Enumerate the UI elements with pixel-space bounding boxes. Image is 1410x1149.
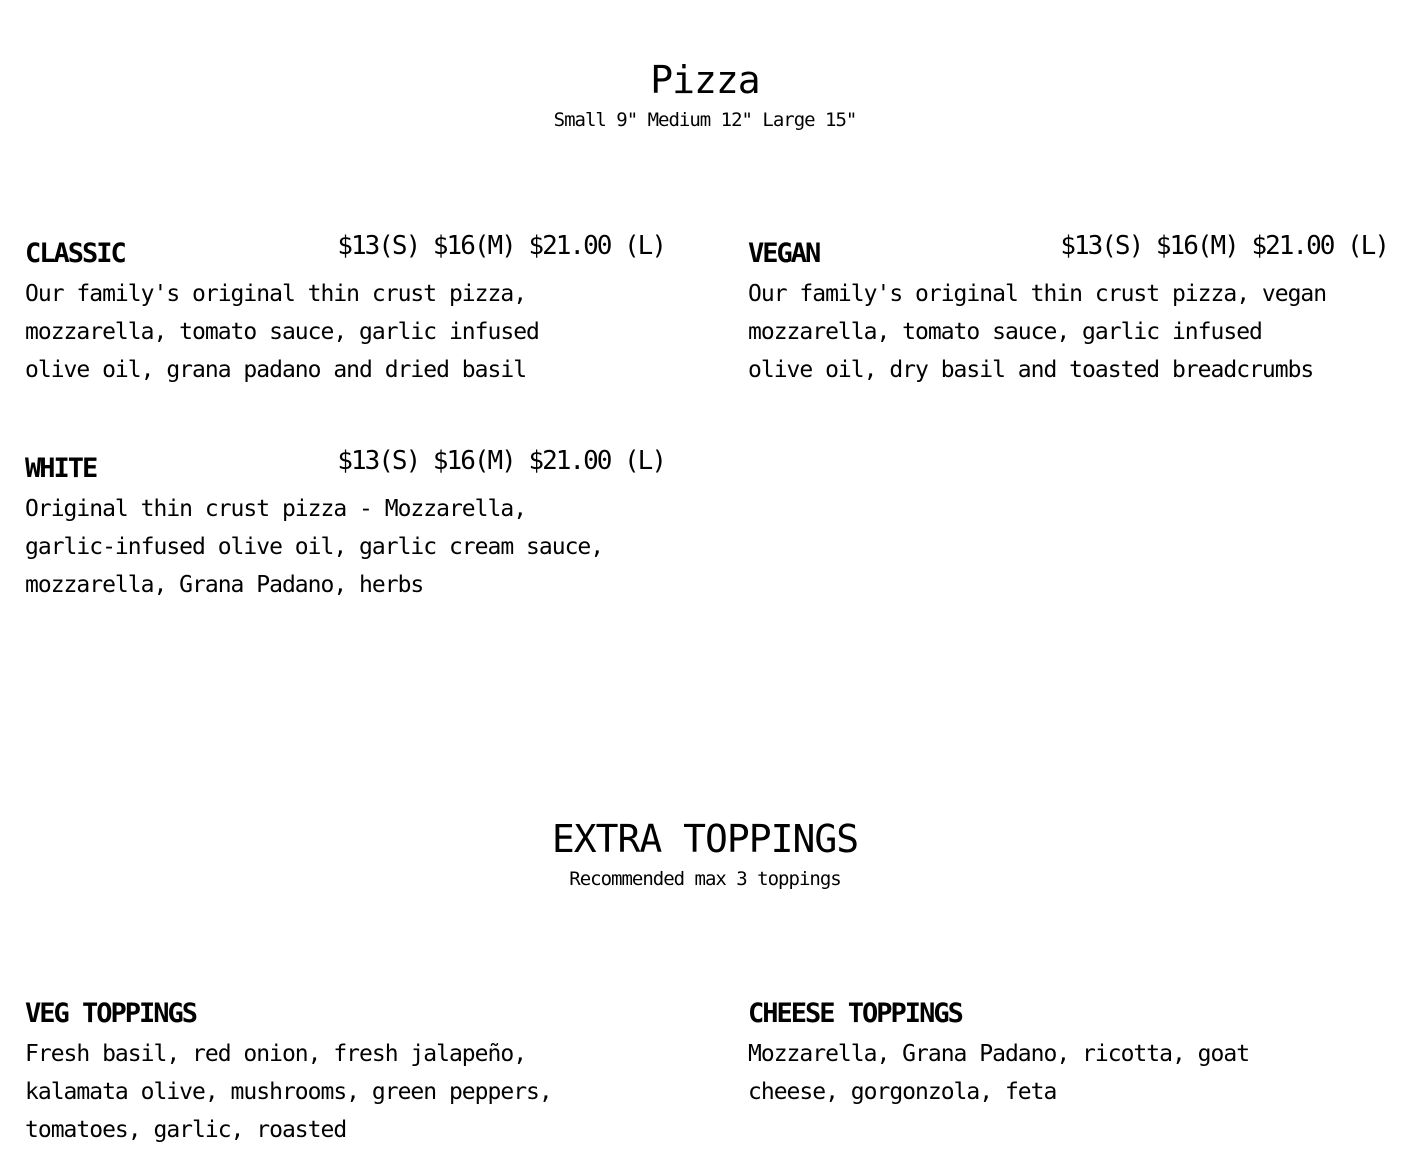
menu-item-price: $13(S) $16(M) $21.00 (L): [1060, 231, 1388, 261]
menu-item-white: [25, 445, 665, 604]
toppings-section-header: [0, 817, 1410, 891]
topping-group-name: VEG TOPPINGS: [25, 998, 197, 1029]
topping-group-header: [748, 990, 1388, 1030]
pizza-section-header: [0, 58, 1410, 132]
menu-item-name: CLASSIC: [25, 238, 125, 269]
topping-group-cheese: [748, 990, 1388, 1111]
topping-group-header: [25, 990, 665, 1030]
toppings-subtitle: Recommended max 3 toppings: [569, 868, 841, 890]
topping-group-description: Mozzarella, Grana Padano, ricotta, goat cheese, gorgonzola, feta: [748, 1041, 1250, 1105]
menu-item-name: WHITE: [25, 453, 97, 484]
pizza-section-title: Pizza: [650, 58, 760, 102]
menu-item-classic: [25, 230, 665, 389]
menu-item-description: Our family's original thin crust pizza, vegan mozzarella, tomato sauce, garlic infused olive oil, dry basil and toasted breadcrumbs: [748, 281, 1327, 383]
menu-item-name: VEGAN: [748, 238, 820, 269]
topping-group-name: CHEESE TOPPINGS: [748, 998, 962, 1029]
toppings-section-title: EXTRA TOPPINGS: [551, 817, 859, 861]
topping-group-veg: [25, 990, 665, 1149]
pizza-sizes-note: Small 9" Medium 12" Large 15": [553, 109, 857, 131]
menu-item-price: $13(S) $16(M) $21.00 (L): [337, 446, 665, 476]
menu-item-vegan: [748, 230, 1388, 389]
menu-item-header: [25, 230, 665, 270]
menu-item-header: [748, 230, 1388, 270]
menu-item-header: [25, 445, 665, 485]
menu-item-price: $13(S) $16(M) $21.00 (L): [337, 231, 665, 261]
topping-group-description: Fresh basil, red onion, fresh jalapeño, kalamata olive, mushrooms, green peppers, tomatoes, garlic, roasted: [25, 1041, 552, 1143]
menu-item-description: Original thin crust pizza - Mozzarella, garlic-infused olive oil, garlic cream sauce, mozzarella, Grana Padano, herbs: [25, 496, 604, 598]
menu-item-description: Our family's original thin crust pizza, mozzarella, tomato sauce, garlic infused olive oil, grana padano and dried basil: [25, 281, 539, 383]
